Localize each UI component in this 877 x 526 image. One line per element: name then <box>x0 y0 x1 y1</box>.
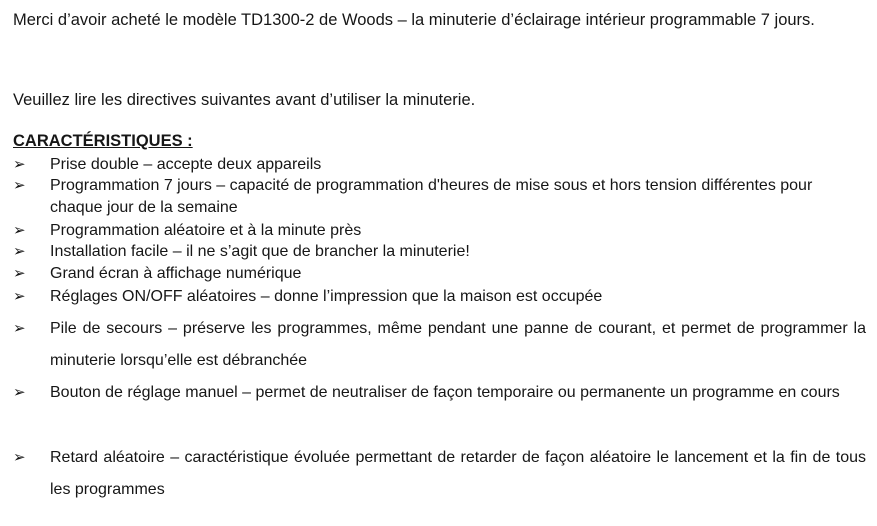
feature-text: Pile de secours – préserve les programmes, même pendant une panne de courant, et permet de programmer la minuterie lorsqu’elle est débranchée <box>50 320 866 369</box>
arrow-bullet-icon: ➢ <box>13 177 26 194</box>
feature-item <box>13 286 866 308</box>
arrow-bullet-icon: ➢ <box>13 222 26 239</box>
feature-text: Réglages ON/OFF aléatoires – donne l’impression que la maison est occupée <box>50 288 603 305</box>
feature-text: Prise double – accepte deux appareils <box>50 156 322 173</box>
features-heading: CARACTÉRISTIQUES : <box>13 132 193 150</box>
arrow-bullet-icon: ➢ <box>13 156 26 173</box>
feature-item <box>13 154 866 176</box>
arrow-bullet-icon: ➢ <box>13 449 26 466</box>
feature-item <box>13 241 866 263</box>
arrow-bullet-icon: ➢ <box>13 265 26 282</box>
feature-text: Installation facile – il ne s’agit que de brancher la minuterie! <box>50 243 470 260</box>
feature-item <box>13 442 866 506</box>
arrow-bullet-icon: ➢ <box>13 243 26 260</box>
feature-item <box>13 175 866 219</box>
arrow-bullet-icon: ➢ <box>13 320 26 337</box>
feature-text: Programmation 7 jours – capacité de programmation d'heures de mise sous et hors tension différentes pour chaque jour de la semaine <box>50 177 813 216</box>
intro-instructions-paragraph: Veuillez lire les directives suivantes avant d’utiliser la minuterie. <box>13 91 476 109</box>
feature-item <box>13 313 866 377</box>
feature-text: Bouton de réglage manuel – permet de neutraliser de façon temporaire ou permanente un programme en cours <box>50 384 840 401</box>
feature-item <box>13 263 866 285</box>
feature-item <box>13 220 866 242</box>
feature-text: Grand écran à affichage numérique <box>50 265 302 282</box>
intro-thanks-paragraph: Merci d’avoir acheté le modèle TD1300-2 de Woods – la minuterie d’éclairage intérieur programmable 7 jours. <box>13 11 815 29</box>
arrow-bullet-icon: ➢ <box>13 288 26 305</box>
feature-item <box>13 377 866 409</box>
feature-text: Programmation aléatoire et à la minute près <box>50 222 362 239</box>
arrow-bullet-icon: ➢ <box>13 384 26 401</box>
feature-text: Retard aléatoire – caractéristique évoluée permettant de retarder de façon aléatoire le lancement et la fin de tous les programmes <box>50 449 866 498</box>
